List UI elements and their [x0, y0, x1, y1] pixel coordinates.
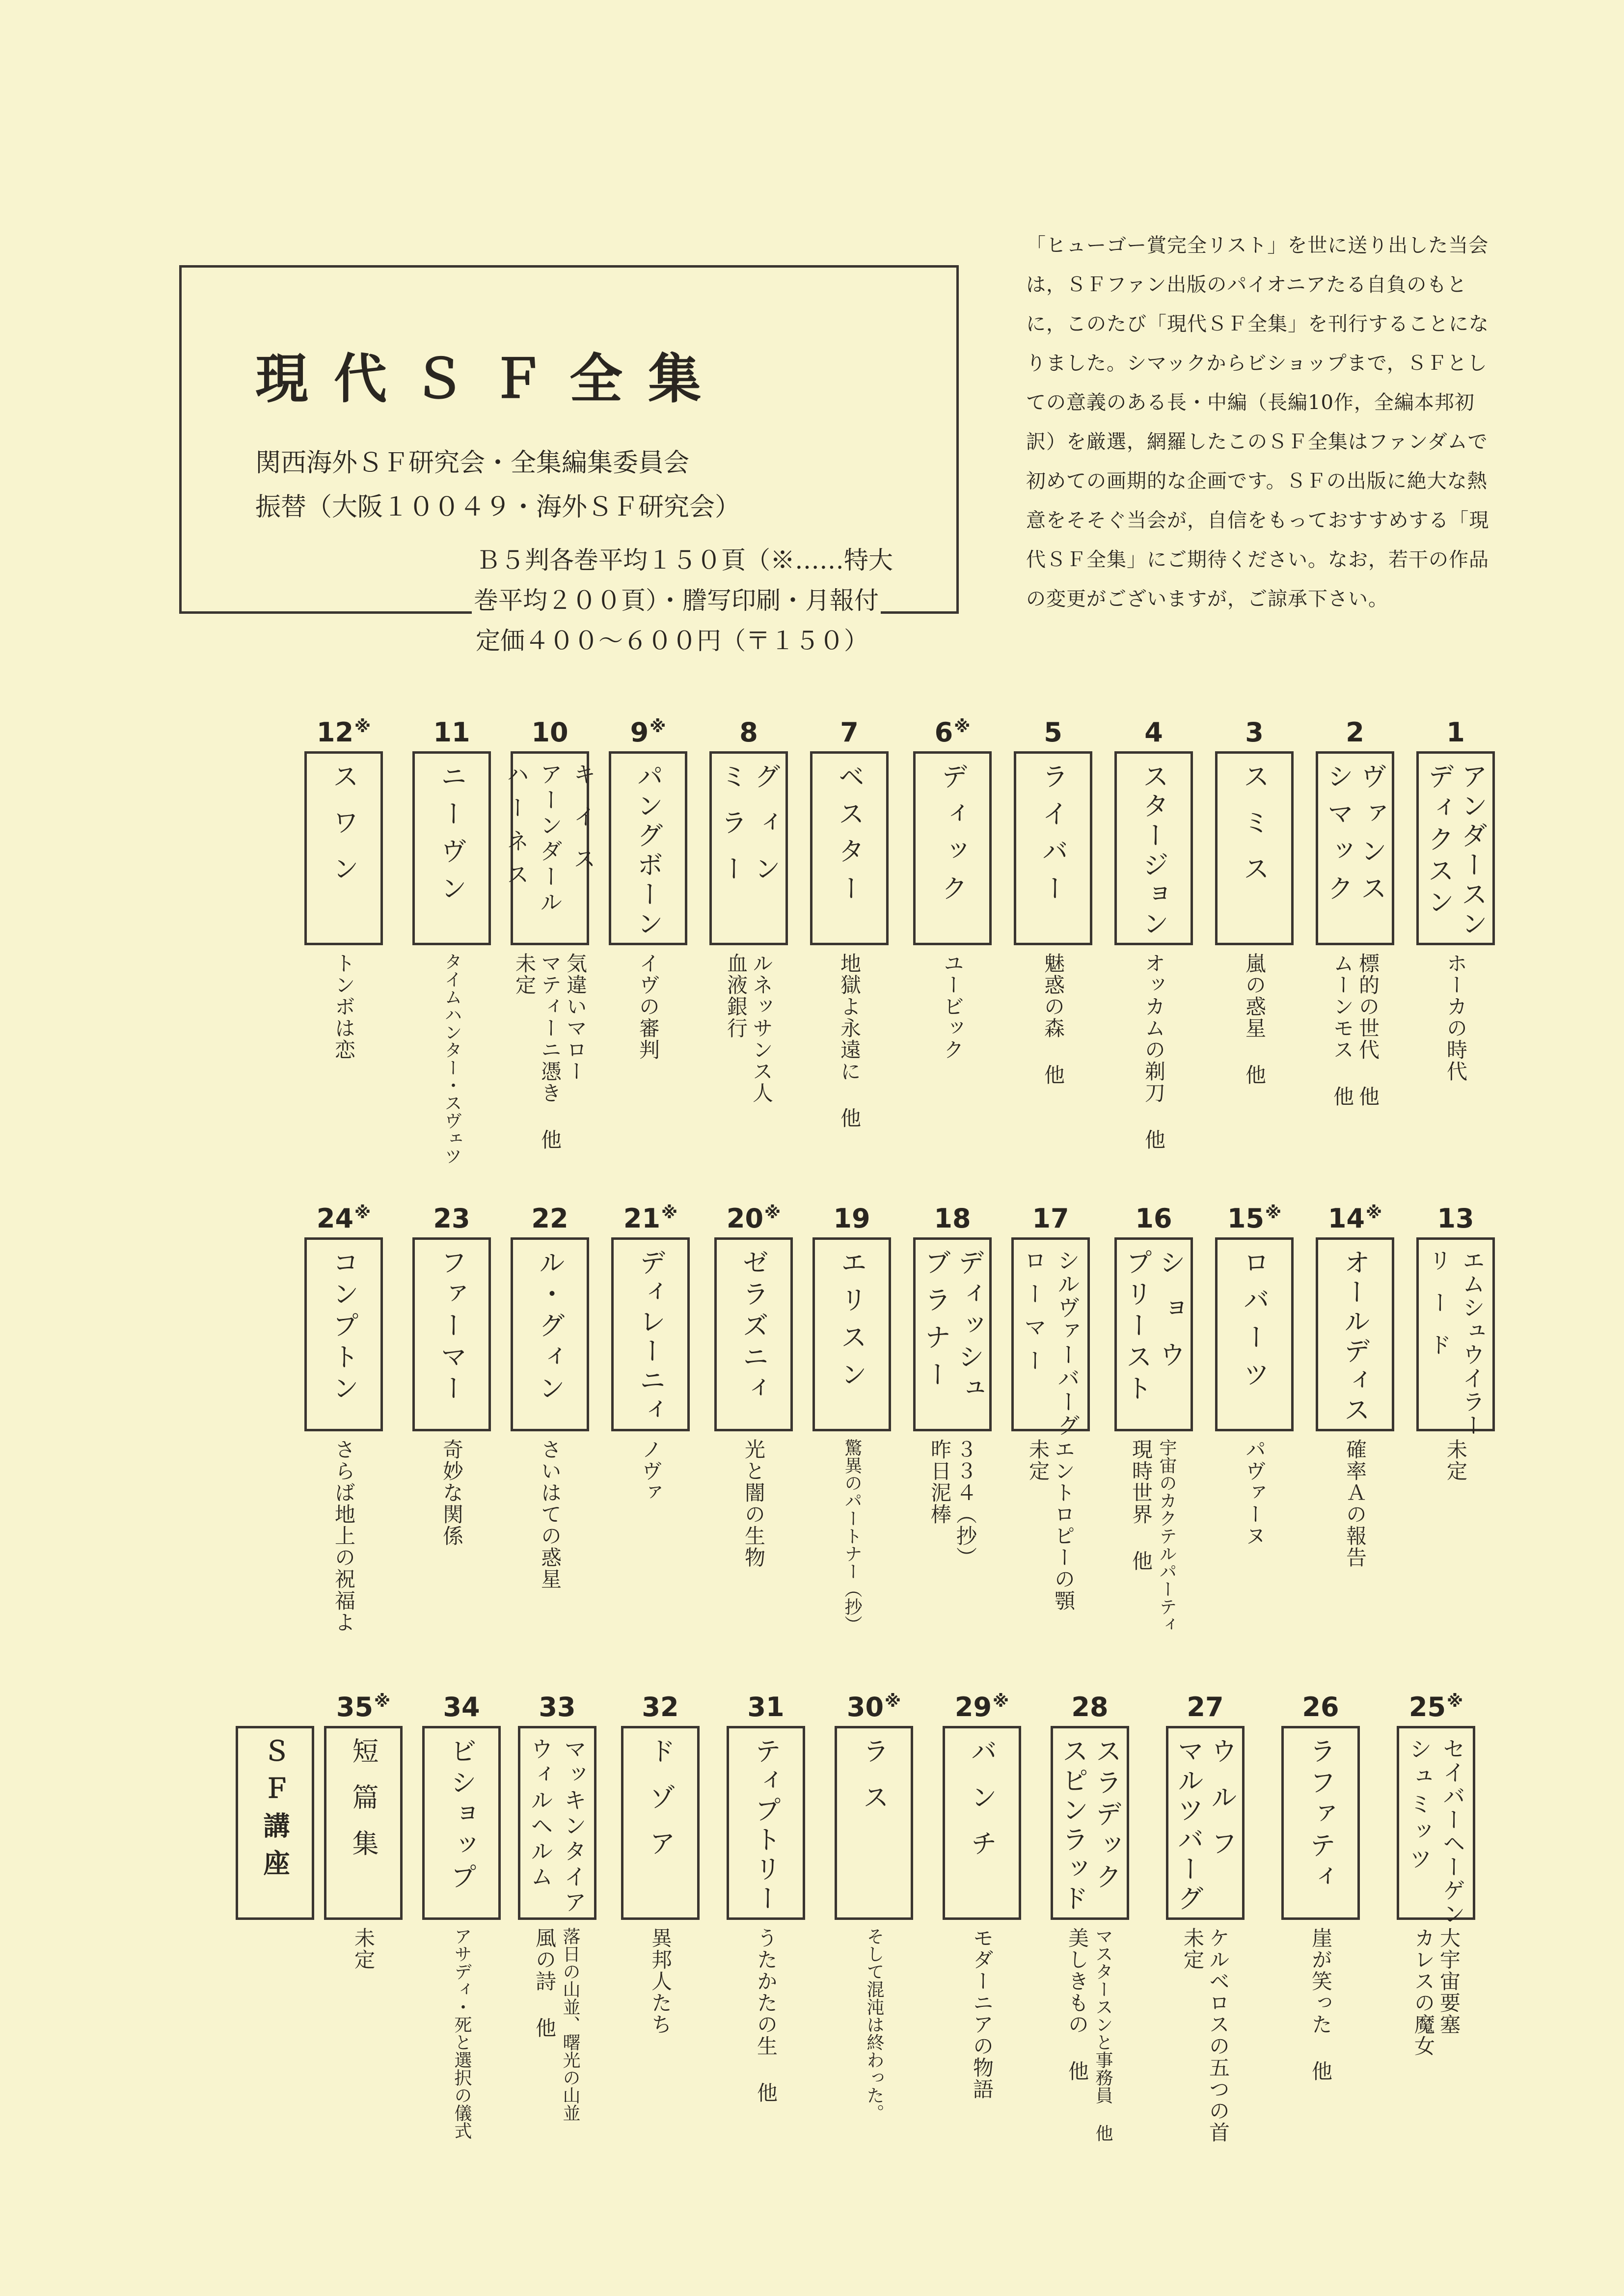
volume-number [1166, 1692, 1245, 1722]
work-titles [324, 1927, 403, 2143]
volume-number [518, 1692, 596, 1722]
work-titles [1281, 1927, 1360, 2143]
volume-number [727, 1692, 805, 1722]
author-name: ディクスン [1424, 763, 1455, 920]
work-titles [1397, 1927, 1475, 2143]
volume-number [1316, 1203, 1394, 1234]
work-title: 現時世界 他 [1129, 1439, 1153, 1572]
author-name: ヴァンス [1356, 763, 1387, 912]
work-titles [1416, 1439, 1495, 1655]
volume-number [835, 1692, 913, 1722]
author-name: ディック [937, 763, 968, 912]
author-box [1397, 1726, 1475, 1926]
work-title: ムーンモス 他 [1330, 953, 1354, 1107]
author-box [1114, 751, 1193, 945]
author-box [1215, 1237, 1294, 1431]
work-title: エントロピーの顎 [1052, 1439, 1076, 1612]
author-box [1011, 1237, 1090, 1437]
author-name: スワン [328, 763, 359, 901]
work-title: 光と闇の生物 [742, 1439, 766, 1568]
author-name: ローマー [1021, 1249, 1047, 1382]
volume-7 [810, 717, 889, 1169]
work-titles [943, 1927, 1021, 2143]
work-title: 気違いマロー [564, 953, 588, 1082]
volume-26 [1281, 1692, 1360, 2143]
author-name: ウルフ [1207, 1737, 1238, 1876]
author-box [304, 1237, 383, 1431]
volume-number-text: 34 [443, 1692, 480, 1722]
volume-number [714, 1203, 793, 1234]
author-name: スピンラッド [1058, 1737, 1089, 1914]
volume-number [810, 717, 889, 748]
author-box [913, 751, 992, 945]
author-box [503, 751, 596, 945]
volume-number [611, 1203, 690, 1234]
volume-number-text: 22 [531, 1203, 568, 1234]
volume-18 [913, 1203, 992, 1655]
author-name: コンプトン [328, 1249, 359, 1406]
volume-mark: ※ [354, 1203, 371, 1223]
author-name: ル・グィン [535, 1249, 566, 1406]
work-titles [1166, 1927, 1245, 2143]
work-title: 奇妙な関係 [440, 1439, 464, 1547]
work-titles [621, 1927, 700, 2143]
volume-mark: ※ [354, 717, 371, 737]
work-titles [511, 1439, 589, 1655]
author-name: ブラナー [920, 1249, 951, 1398]
author-box [1316, 1237, 1394, 1431]
work-titles [1316, 1439, 1394, 1655]
work-titles [422, 1927, 501, 2143]
author-name: ビショップ [446, 1737, 477, 1894]
author-box [236, 1726, 314, 1920]
spec-line-2: 巻平均２００頁）・謄写印刷・月報付 [472, 580, 881, 621]
work-titles [810, 953, 889, 1169]
volume-number-text: 8 [739, 717, 758, 748]
intro-paragraph: 「ヒューゴー賞完全リスト」を世に送り出した当会は，ＳＦファン出版のパイオニアたる自負のもとに，このたび「現代ＳＦ全集」を刊行することになりました。シマックからビショップまで，ＳＦとしての意義のある長・中編（長編10作，全編本邦初訳）を厳選，網羅したこのＳＦ全集はファンダムで初めての画期的な企画です。ＳＦの出版に絶大な熱意をそそぐ当会が，自信をもっておすすめする「現代ＳＦ全集」にご期待ください。なお，若干の作品の変更がございますが，ご諒承下さい。 [1026, 234, 1489, 610]
work-title: 魅惑の森 他 [1041, 953, 1065, 1086]
work-title: 昨日泥棒 [928, 1439, 952, 1525]
volume-number-text: 24 [316, 1203, 354, 1234]
volume-number-text: 26 [1302, 1692, 1339, 1722]
author-name: エリスン [837, 1249, 867, 1398]
volume-number [1397, 1692, 1475, 1722]
volume-12 [304, 717, 383, 1169]
work-titles [1014, 953, 1092, 1169]
volume-33 [518, 1692, 596, 2143]
volume-number-text: 14 [1327, 1203, 1365, 1234]
volume-number-text: 11 [433, 717, 470, 748]
author-name: ミラー [717, 763, 748, 901]
work-title: パヴァーヌ [1243, 1439, 1267, 1547]
work-titles [1051, 1927, 1129, 2143]
volume-4 [1114, 717, 1193, 1169]
volume-3 [1215, 717, 1294, 1169]
volume-number-text: 32 [642, 1692, 679, 1722]
transfer-line: 振替（大阪１００４９・海外ＳＦ研究会） [255, 492, 741, 522]
work-title: カレスの魔女 [1411, 1927, 1435, 2057]
volume-19 [812, 1203, 891, 1655]
work-title: 落日の山並、曙光の山並 [560, 1927, 580, 2122]
volume-13 [1416, 1203, 1495, 1655]
volume-number [511, 1203, 589, 1234]
work-title: 確率Ａの報告 [1343, 1439, 1367, 1568]
volume-number [324, 1692, 403, 1722]
volume-15 [1215, 1203, 1294, 1655]
volume-number-text: 19 [833, 1203, 870, 1234]
work-title: 未定 [1026, 1439, 1050, 1482]
spec-block [474, 540, 965, 661]
volume-number-text: 18 [934, 1203, 971, 1234]
volume-number [1114, 1203, 1193, 1234]
author-name: アーンダール [537, 763, 563, 916]
work-titles [304, 953, 383, 1169]
volume-25 [1397, 1692, 1475, 2143]
volume-mark: ※ [993, 1692, 1009, 1711]
author-name: ドゾア [645, 1737, 676, 1876]
volume-number-text: 30 [846, 1692, 884, 1722]
author-name: グィン [750, 763, 781, 901]
volume-number-text: 23 [433, 1203, 470, 1234]
author-name: ハーネス [503, 763, 530, 896]
volume-number-text: 31 [747, 1692, 785, 1722]
author-name: スタージョン [1138, 763, 1169, 939]
author-name: ティプトリー [751, 1737, 782, 1914]
publisher-line: 関西海外ＳＦ研究会・全集編集委員会 [255, 448, 690, 478]
volume-number [304, 717, 383, 748]
work-titles [1114, 953, 1193, 1169]
work-titles [304, 1439, 383, 1655]
volume-number [1215, 1203, 1294, 1234]
volume-mark: ※ [885, 1692, 901, 1711]
author-name: シマック [1323, 763, 1354, 912]
author-name: ディレーニィ [635, 1249, 666, 1425]
work-title: 嵐の惑星 他 [1243, 953, 1267, 1086]
volume-mark: ※ [1447, 1692, 1463, 1711]
volume-number [1416, 717, 1495, 748]
volume-mark: ※ [954, 717, 971, 737]
volume-number [812, 1203, 891, 1234]
volume-number-text: 16 [1135, 1203, 1172, 1234]
author-box [835, 1726, 913, 1920]
author-name: マルツバーグ [1173, 1737, 1204, 1914]
volume-number [304, 1203, 383, 1234]
volume-mark: ※ [764, 1203, 781, 1223]
volume-number-text: 4 [1144, 717, 1163, 748]
author-name: バンチ [967, 1737, 998, 1876]
work-titles [412, 1439, 491, 1655]
author-box [943, 1726, 1021, 1920]
work-title: アサディ・死と選択の儀式 [452, 1927, 472, 2139]
volume-number-text: 25 [1408, 1692, 1446, 1722]
author-box [1281, 1726, 1360, 1920]
work-titles [236, 1927, 314, 2143]
volume-number-text: 35 [336, 1692, 374, 1722]
author-box [324, 1726, 403, 1920]
volume-number [1011, 1203, 1090, 1234]
author-name: エムシュウイラー [1459, 1249, 1486, 1437]
volume-number-text: 29 [954, 1692, 992, 1722]
work-titles [709, 953, 788, 1169]
author-name: ロバーツ [1239, 1249, 1270, 1398]
volume-2 [1316, 717, 1394, 1169]
work-titles [412, 953, 491, 1169]
volume-number-text: 10 [531, 717, 568, 748]
volume-number-text: 17 [1032, 1203, 1069, 1234]
author-name: キイス [570, 763, 596, 889]
author-box [1416, 1237, 1495, 1437]
work-title: ホーカの時代 [1444, 953, 1468, 1082]
volume-number-text: 21 [623, 1203, 661, 1234]
work-title: モダーニアの物語 [970, 1927, 994, 2100]
volume-32 [621, 1692, 700, 2143]
volume-21 [611, 1203, 690, 1655]
volume-28 [1051, 1692, 1129, 2143]
volume-9 [609, 717, 687, 1169]
author-name: ＳＦ講座 [259, 1737, 291, 1886]
author-name: パングボーン [633, 763, 664, 939]
volume-number [412, 717, 491, 748]
volume-number-text: 9 [630, 717, 649, 748]
author-name: ラス [859, 1737, 890, 1830]
volume-22 [511, 1203, 589, 1655]
work-title: マティーニ憑き 他 [538, 953, 562, 1150]
work-title: 驚異のパートナー（抄） [842, 1439, 862, 1633]
author-box [1051, 1726, 1129, 1920]
volume-number [1051, 1692, 1129, 1722]
work-title: 崖が笑った 他 [1309, 1927, 1333, 2082]
author-box [1416, 751, 1495, 945]
work-titles [714, 1439, 793, 1655]
volume-number [511, 717, 589, 748]
work-titles [1316, 953, 1394, 1169]
volume-mark: ※ [661, 1203, 678, 1223]
author-name: ニーヴン [436, 763, 467, 912]
author-name: ライバー [1038, 763, 1069, 912]
work-titles [727, 1927, 805, 2143]
volume-8 [709, 717, 788, 1169]
work-title: 大宇宙要塞 [1437, 1927, 1461, 2035]
author-box [1014, 751, 1092, 945]
work-titles [1011, 1439, 1090, 1655]
work-title: トンボは恋 [332, 953, 356, 1061]
author-box [422, 1726, 501, 1920]
author-name: リード [1426, 1249, 1452, 1375]
volume-number-text: 7 [840, 717, 859, 748]
author-box [727, 1726, 805, 1920]
author-box [1166, 1726, 1245, 1920]
page-title: 現代ＳＦ全集 [255, 348, 727, 410]
author-name: ゼラズニィ [738, 1249, 769, 1406]
work-titles [1215, 1439, 1294, 1655]
work-titles [812, 1439, 891, 1655]
volume-mark: ※ [650, 717, 666, 737]
volume-number [943, 1692, 1021, 1722]
work-title: オッカムの剃刀 他 [1142, 953, 1166, 1150]
volume-number [412, 1203, 491, 1234]
volume-number-text: 1 [1446, 717, 1465, 748]
work-title: 未定 [1444, 1439, 1468, 1482]
volume-number [1215, 717, 1294, 748]
author-name: シュミッツ [1406, 1737, 1433, 1875]
author-name: ラファティ [1305, 1737, 1336, 1894]
volume-11 [412, 717, 491, 1169]
work-title: タイムハンター・スヴェツ [442, 953, 462, 1165]
author-box [810, 751, 889, 945]
author-name: スミス [1239, 763, 1270, 901]
work-title: マスタースンと事務員 他 [1093, 1927, 1113, 2142]
spec-line-1: Ｂ５判各巻平均１５０頁（※……特大 [476, 546, 893, 574]
volume-number-text: 5 [1044, 717, 1062, 748]
author-name: アンダースン [1457, 763, 1488, 939]
volume-6 [913, 717, 992, 1169]
volume-35 [324, 1692, 403, 2143]
volume-number [709, 717, 788, 748]
volume-number [1316, 717, 1394, 748]
volume-34 [422, 1692, 501, 2143]
volume-1 [1416, 717, 1495, 1169]
author-box [1215, 751, 1294, 945]
volume-number-text: 15 [1227, 1203, 1265, 1234]
work-title: 地獄よ永遠に 他 [838, 953, 862, 1129]
volume-17 [1011, 1203, 1090, 1655]
volume-number-text: 28 [1071, 1692, 1109, 1722]
work-title: 宇宙のカクテルパーティ [1157, 1439, 1177, 1633]
volume-number [609, 717, 687, 748]
volume-number-text: 33 [539, 1692, 576, 1722]
work-titles [611, 1439, 690, 1655]
volume-number-text: 13 [1437, 1203, 1474, 1234]
work-title: 標的の世代 他 [1356, 953, 1380, 1107]
author-box [412, 751, 491, 945]
volume-number [1416, 1203, 1495, 1234]
work-titles [1215, 953, 1294, 1169]
work-title: 美しきもの 他 [1065, 1927, 1089, 2082]
author-name: オールディス [1340, 1249, 1371, 1425]
author-name: プリースト [1122, 1249, 1153, 1406]
work-titles [609, 953, 687, 1169]
author-box [621, 1726, 700, 1920]
author-box [812, 1237, 891, 1431]
work-titles [1416, 953, 1495, 1169]
work-titles [511, 953, 589, 1169]
author-box [709, 751, 788, 945]
volume-number-text: 20 [726, 1203, 764, 1234]
volume-number-text: 12 [316, 717, 354, 748]
volume-number-text: 6 [934, 717, 953, 748]
volume-number [913, 1203, 992, 1234]
author-box [913, 1237, 992, 1431]
volume-5 [1014, 717, 1092, 1169]
work-title: さいはての惑星 [538, 1439, 562, 1590]
work-title: 未定 [352, 1927, 376, 1970]
volume-number [422, 1692, 501, 1722]
work-titles [913, 1439, 992, 1655]
volume-24 [304, 1203, 383, 1655]
author-name: スラデック [1091, 1737, 1122, 1894]
volume-number [1281, 1692, 1360, 1722]
author-box [412, 1237, 491, 1431]
work-title: イヴの審判 [636, 953, 660, 1061]
volume-27 [1166, 1692, 1245, 2143]
author-box [1316, 751, 1394, 945]
author-box [518, 1726, 596, 1920]
work-title: さらば地上の祝福よ [332, 1439, 356, 1633]
author-box [304, 751, 383, 945]
work-title: 風の詩 他 [533, 1927, 557, 2039]
work-titles [1114, 1439, 1193, 1655]
work-title: 異邦人たち [649, 1927, 673, 2035]
work-title: ユービック [941, 953, 965, 1061]
author-name: ディッシュ [954, 1249, 985, 1406]
work-title: ルネッサンス人 [750, 953, 774, 1104]
work-title: ケルベロスの五つの首 [1206, 1927, 1230, 2143]
author-name: 短篇集 [348, 1737, 379, 1876]
work-title: ノヴァ [639, 1439, 663, 1503]
spec-line-3: 定価４００～６００円（〒１５０） [476, 627, 868, 655]
author-box [714, 1237, 793, 1431]
author-name: ウィルヘルム [527, 1737, 554, 1890]
author-name: マッキンタイア [561, 1737, 587, 1916]
author-name: ベスター [834, 763, 865, 912]
volume-14 [1316, 1203, 1394, 1655]
work-titles [518, 1927, 596, 2143]
volume-number [1014, 717, 1092, 748]
author-name: ファーマー [436, 1249, 467, 1406]
author-box [611, 1237, 690, 1431]
volume-number [1114, 717, 1193, 748]
author-name: ショウ [1155, 1249, 1186, 1387]
work-titles [835, 1927, 913, 2143]
volume-mark: ※ [374, 1692, 391, 1711]
volume-10 [503, 717, 596, 1169]
volume-31 [727, 1692, 805, 2143]
volume-number [621, 1692, 700, 1722]
author-name: シルヴァーバーグ [1054, 1249, 1081, 1437]
volume-23 [412, 1203, 491, 1655]
volume-number [913, 717, 992, 748]
volume-30 [835, 1692, 913, 2143]
work-title: 未定 [1181, 1927, 1205, 1970]
work-title: ３３４（抄） [953, 1439, 977, 1568]
volume-number-text: 2 [1346, 717, 1364, 748]
volume-29 [943, 1692, 1021, 2143]
volume-sf-kouza [236, 1692, 314, 2143]
author-box [511, 1237, 589, 1431]
volume-number-text: 27 [1187, 1692, 1224, 1722]
volume-mark: ※ [1366, 1203, 1382, 1223]
author-name: セイバーヘーゲン [1439, 1737, 1466, 1926]
volume-mark: ※ [1265, 1203, 1282, 1223]
work-title: 未定 [513, 953, 537, 996]
work-titles [913, 953, 992, 1169]
volume-16 [1114, 1203, 1193, 1655]
author-box [1114, 1237, 1193, 1431]
work-title: そして混沌は終わった。 [864, 1927, 884, 2122]
work-title: 血液銀行 [724, 953, 748, 1039]
volume-20 [714, 1203, 793, 1655]
work-title: うたかたの生 他 [754, 1927, 778, 2104]
volume-number-text: 3 [1245, 717, 1264, 748]
author-box [609, 751, 687, 945]
